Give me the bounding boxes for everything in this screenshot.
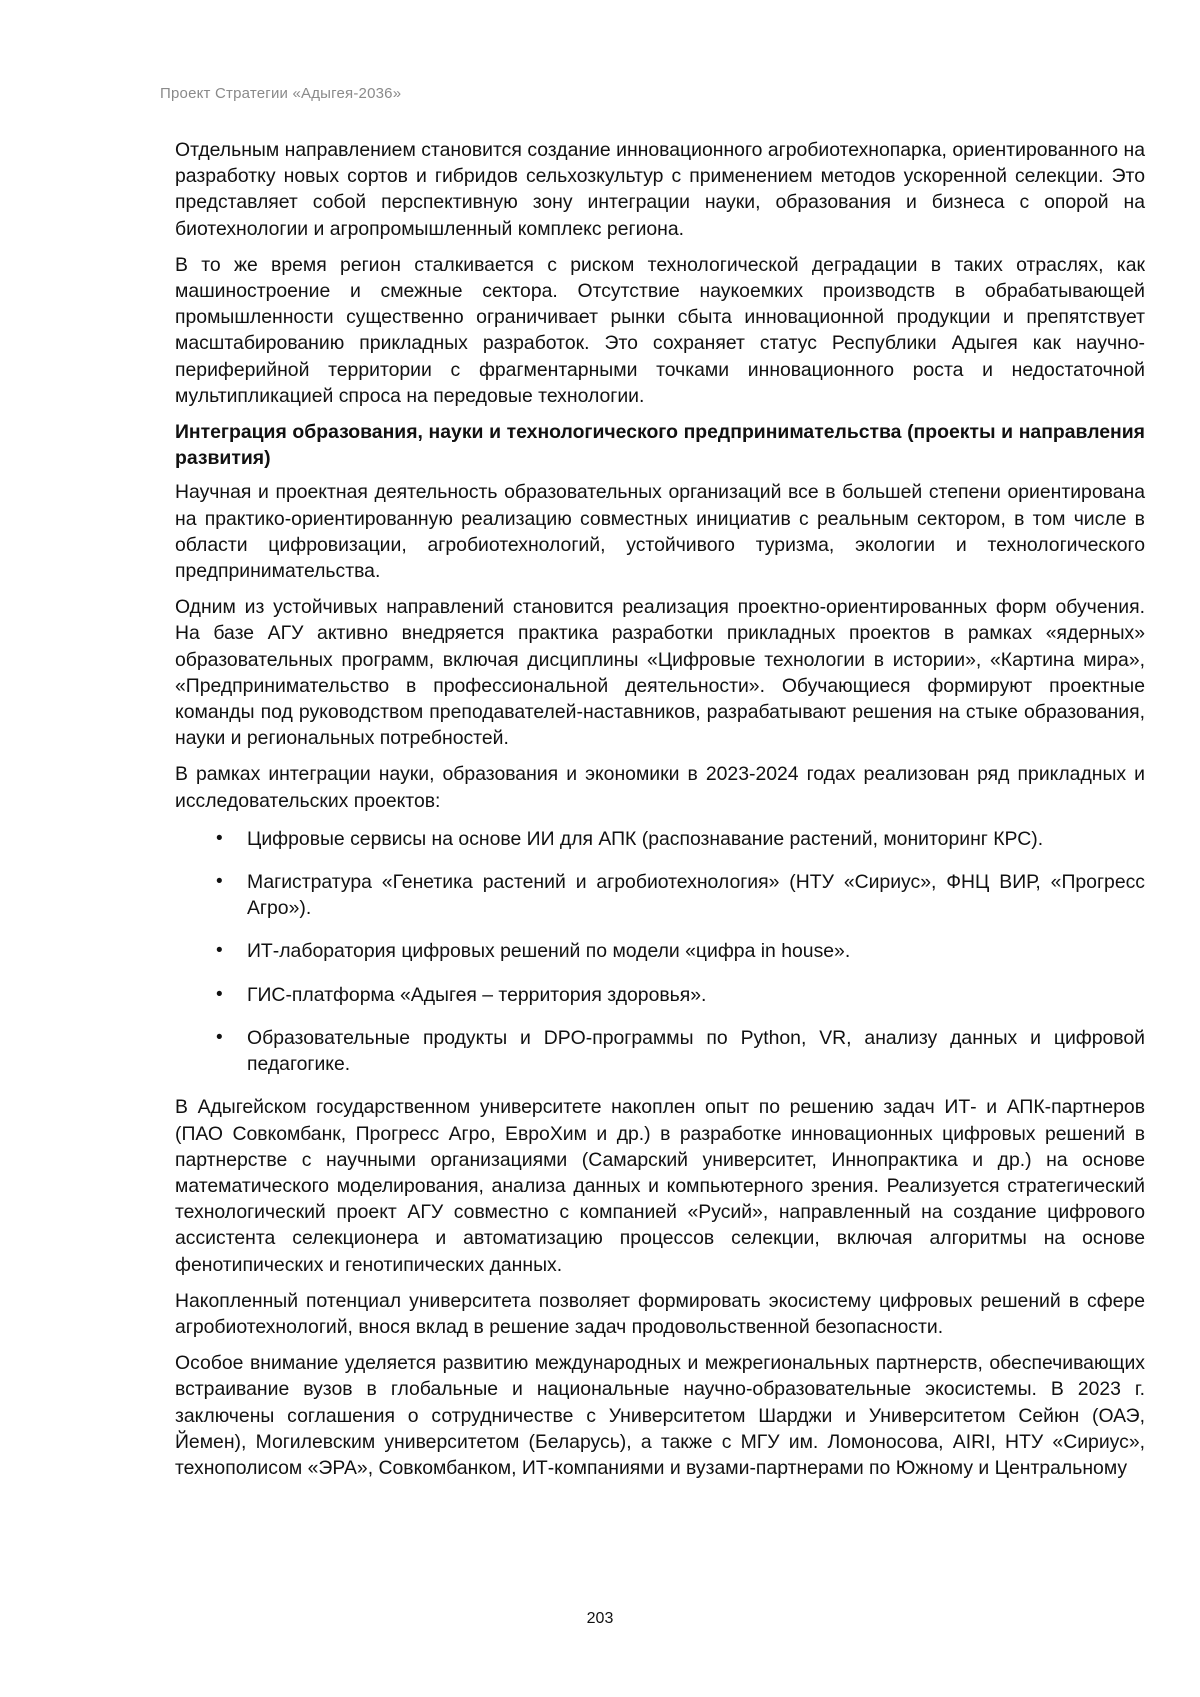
list-item-text: Образовательные продукты и DPO-программы по Python, VR, анализу данных и цифровой педагогике. (247, 1026, 1145, 1076)
list-item-text: Магистратура «Генетика растений и агробиотехнология» (НТУ «Сириус», ФНЦ ВИР, «Прогресс Агро»). (247, 871, 1145, 920)
bullet-icon: • (216, 1026, 223, 1048)
section-heading: Интеграция образования, науки и технологического предпринимательства (проекты и направления развития) (175, 421, 1145, 470)
bullet-icon: • (216, 871, 223, 893)
list-item (175, 1025, 1145, 1077)
bullet-icon: • (216, 827, 223, 849)
list-item (175, 826, 1145, 852)
project-list (175, 826, 1145, 1077)
paragraph: Особое внимание уделяется развитию международных и межрегиональных партнерств, обеспечивающих встраивание вузов в глобальные и национальные научно-образовательные экосистемы. В 2023 г. заключены соглашения о сотрудничестве с Университетом Шарджи и Университетом Сейюн (ОАЭ, Йемен), Могилевским университетом (Беларусь), а также с МГУ им. Ломоносова, AIRI, НТУ «Сириус», технополисом «ЭРА», Совкомбанком, ИТ-компаниями и вузами-партнерами по Южному и Центральному (175, 1352, 1145, 1479)
list-item (175, 869, 1145, 921)
list-item-text: Цифровые сервисы на основе ИИ для АПК (распознавание растений, мониторинг КРС). (247, 827, 1044, 850)
paragraph: Научная и проектная деятельность образовательных организаций все в большей степени ориентирована на практико-ориентированную реализацию совместных инициатив с реальным сектором, в том числе в области цифровизации, агробиотехнологий, устойчивого туризма, экологии и технологического предпринимательства. (175, 481, 1145, 583)
page-header: Проект Стратегии «Адыгея-2036» (160, 85, 402, 102)
list-item (175, 938, 1145, 964)
bullet-icon: • (216, 983, 223, 1005)
paragraph: В то же время регион сталкивается с риском технологической деградации в таких отраслях, как машиностроение и смежные сектора. Отсутствие наукоемких производств в обрабатывающей промышленности существенно ограничивает рынки сбыта инновационной продукции и препятствует масштабированию прикладных разработок. Это сохраняет статус Республики Адыгея как научно-периферийной территории с фрагментарными точками инновационного роста и недостаточной мультипликацией спроса на передовые технологии. (175, 253, 1145, 407)
document-body (175, 137, 1145, 1491)
page-number: 203 (586, 1610, 614, 1627)
bullet-icon: • (216, 940, 223, 962)
paragraph: Одним из устойчивых направлений становится реализация проектно-ориентированных форм обучения. На базе АГУ активно внедряется практика разработки прикладных проектов в рамках «ядерных» образовательных программ, включая дисциплины «Цифровые технологии в истории», «Картина мира», «Предпринимательство в профессиональной деятельности». Обучающиеся формируют проектные команды под руководством преподавателей-наставников, разрабатывают решения на стыке образования, науки и региональных потребностей. (175, 596, 1145, 750)
paragraph: Отдельным направлением становится создание инновационного агробиотехнопарка, ориентированного на разработку новых сортов и гибридов сельхозкультур с применением методов ускоренной селекции. Это представляет собой перспективную зону интеграции науки, образования и бизнеса с опорой на биотехнологии и агропромышленный комплекс региона. (175, 139, 1145, 240)
list-item (175, 982, 1145, 1008)
list-item-text: ГИС-платформа «Адыгея – территория здоровья». (247, 983, 707, 1006)
paragraph: В рамках интеграции науки, образования и экономики в 2023-2024 годах реализован ряд прикладных и исследовательских проектов: (175, 763, 1145, 812)
list-item-text: ИТ-лаборатория цифровых решений по модели «цифра in house». (247, 940, 851, 963)
paragraph: В Адыгейском государственном университете накоплен опыт по решению задач ИТ- и АПК-партнеров (ПАО Совкомбанк, Прогресс Агро, ЕвроХим и др.) в разработке инновационных цифровых решений в партнерстве с научными организациями (Самарский университет, Иннопрактика и др.) на основе математического моделирования, анализа данных и компьютерного зрения. Реализуется стратегический технологический проект АГУ совместно с компанией «Русий», направленный на создание цифрового ассистента селекционера и автоматизацию процессов селекции, включая алгоритмы на основе фенотипических и генотипических данных. (175, 1096, 1145, 1276)
paragraph: Накопленный потенциал университета позволяет формировать экосистему цифровых решений в сфере агробиотехнологий, внося вклад в решение задач продовольственной безопасности. (175, 1289, 1145, 1338)
